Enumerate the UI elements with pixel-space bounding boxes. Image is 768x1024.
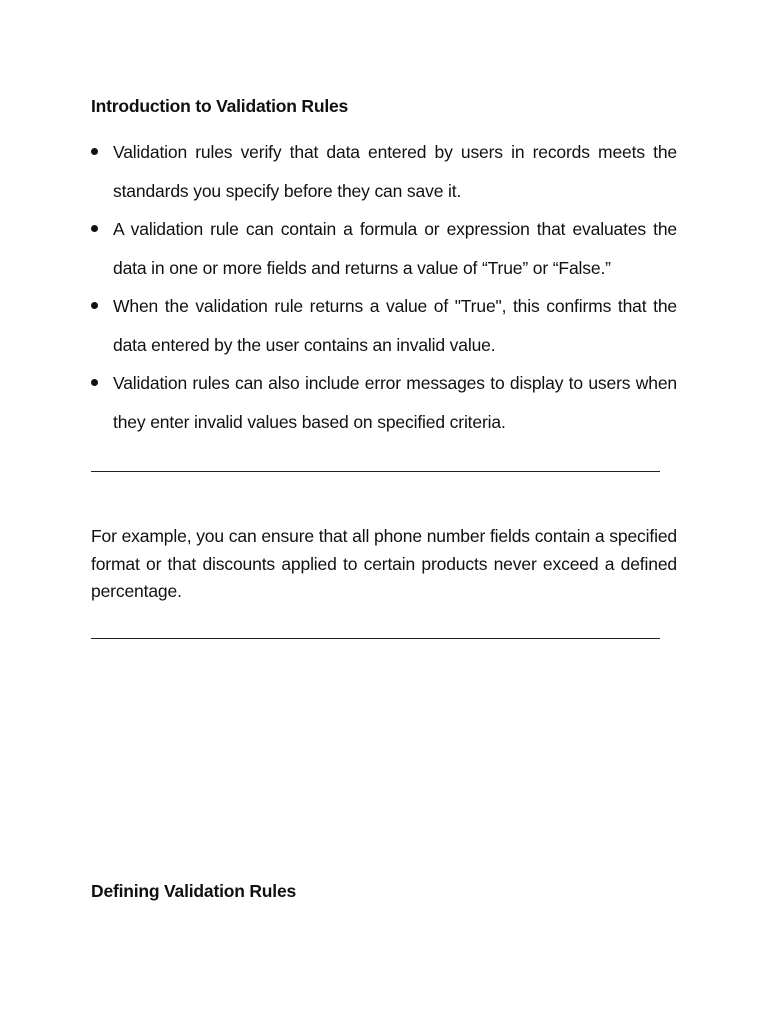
example-paragraph: For example, you can ensure that all phone number fields contain a specified format or that discounts applied to certain products never exceed a defined percentage. <box>91 526 677 601</box>
bullet-item: When the validation rule returns a value of "True", this confirms that the data entered by the user contains an invalid value. <box>91 287 677 364</box>
bullet-item: A validation rule can contain a formula or expression that evaluates the data in one or more fields and returns a value of “True” or “False.” <box>91 210 677 287</box>
bullet-item: Validation rules can also include error messages to display to users when they enter invalid values based on specified criteria. <box>91 364 677 441</box>
bullet-list <box>91 133 677 441</box>
horizontal-rule <box>91 471 660 472</box>
bullet-item: Validation rules verify that data entered by users in records meets the standards you specify before they can save it. <box>91 133 677 210</box>
section-heading-defining: Defining Validation Rules <box>91 881 297 901</box>
section-heading-introduction: Introduction to Validation Rules <box>91 96 349 116</box>
horizontal-rule <box>91 638 660 639</box>
